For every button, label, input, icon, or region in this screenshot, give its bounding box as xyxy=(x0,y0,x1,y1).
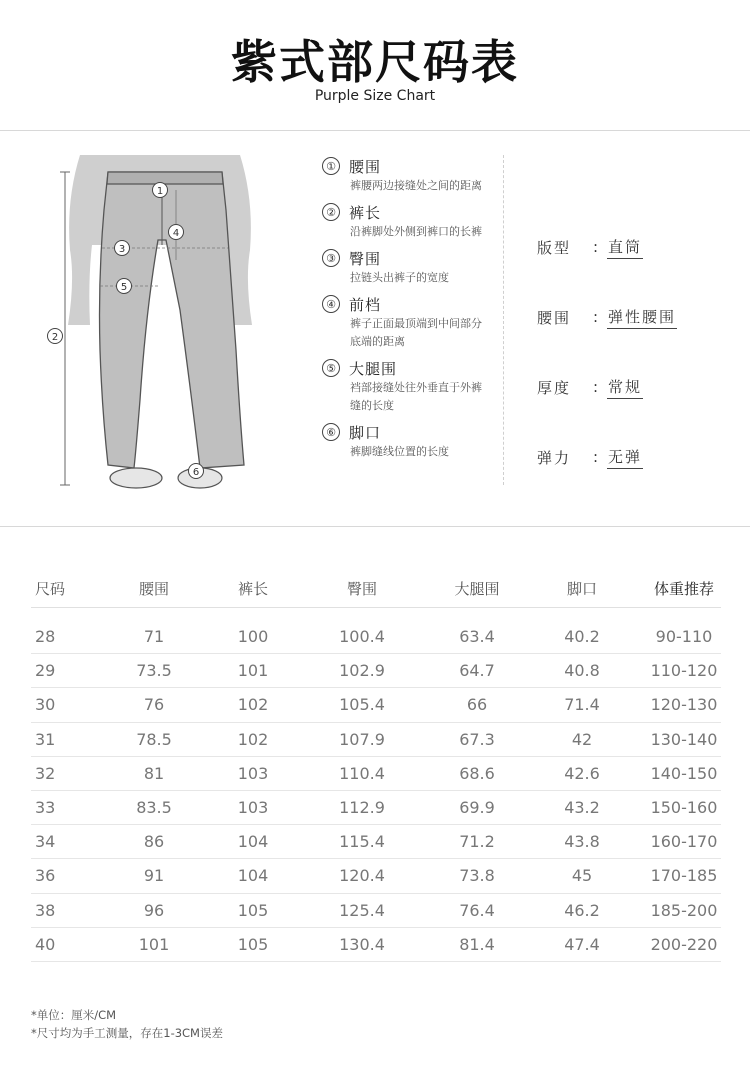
marker-3 xyxy=(115,241,130,256)
size-table xyxy=(31,570,721,962)
marker-number: ⑥ xyxy=(322,423,340,441)
table-cell: 90-110 xyxy=(655,627,713,647)
legend-desc: 裤子正面最顶端到中间部分底端的距离 xyxy=(350,317,482,348)
header-cell: 尺码 xyxy=(35,580,66,598)
table-cell: 69.9 xyxy=(459,798,495,818)
table-cell: 71.4 xyxy=(564,695,600,715)
table-cell: 101 xyxy=(138,934,170,954)
legend-desc: 裆部接缝处往外垂直于外裤缝的长度 xyxy=(350,381,482,412)
table-cell: 42.6 xyxy=(564,763,600,783)
svg-text:1: 1 xyxy=(156,186,164,197)
table-cell: 46.2 xyxy=(564,900,600,920)
legend-item-hip xyxy=(322,247,502,287)
table-cell: 104 xyxy=(237,832,269,852)
marker-5 xyxy=(117,279,132,294)
table-cell: 71.2 xyxy=(459,832,495,852)
legend-label: 裤长 xyxy=(349,203,382,222)
marker-number: ④ xyxy=(322,295,340,313)
table-cell: 115.4 xyxy=(339,832,385,852)
table-cell: 76.4 xyxy=(459,900,495,920)
table-cell: 36 xyxy=(35,866,56,886)
table-cell: 103 xyxy=(237,798,269,818)
attr-fit xyxy=(537,212,727,282)
table-cell: 31 xyxy=(35,729,56,749)
measurement-legend xyxy=(322,155,502,467)
table-cell: 63.4 xyxy=(459,627,495,647)
attr-stretch xyxy=(537,422,727,492)
table-cell: 120.4 xyxy=(339,866,385,886)
attr-name: 厚度 xyxy=(537,378,572,397)
legend-item-waist xyxy=(322,155,502,195)
svg-text:4: 4 xyxy=(172,228,180,239)
legend-item-length xyxy=(322,201,502,241)
table-cell: 30 xyxy=(35,695,56,715)
svg-text:6: 6 xyxy=(192,467,200,478)
table-cell: 112.9 xyxy=(339,798,385,818)
table-cell: 96 xyxy=(143,900,165,920)
page-subtitle: Purple Size Chart xyxy=(314,88,436,104)
table-cell: 64.7 xyxy=(459,661,495,681)
legend-item-front-rise xyxy=(322,293,502,351)
attr-colon: : xyxy=(593,308,599,326)
table-cell: 130.4 xyxy=(339,934,385,954)
legend-item-thigh xyxy=(322,357,502,415)
header-cell: 臀围 xyxy=(346,580,377,598)
header-cell: 体重推荐 xyxy=(653,580,714,598)
attr-colon: : xyxy=(593,238,599,256)
marker-4 xyxy=(169,225,184,240)
table-row xyxy=(31,654,721,688)
table-cell: 102.9 xyxy=(339,661,385,681)
product-attributes xyxy=(537,212,727,492)
table-cell: 32 xyxy=(35,763,56,783)
table-body xyxy=(31,620,721,962)
attr-colon: : xyxy=(593,448,599,466)
legend-desc: 裤腰两边接缝处之间的距离 xyxy=(350,179,482,192)
svg-text:2: 2 xyxy=(51,332,59,343)
table-cell: 45 xyxy=(571,866,593,886)
attr-colon: : xyxy=(593,378,599,396)
table-cell: 125.4 xyxy=(339,900,385,920)
legend-label: 臀围 xyxy=(349,249,382,268)
header-cell: 腰围 xyxy=(138,580,169,598)
footnote-unit: *单位：厘米/CM xyxy=(31,1008,117,1022)
table-cell: 105 xyxy=(237,900,269,920)
table-cell: 110.4 xyxy=(339,763,385,783)
table-cell: 78.5 xyxy=(136,729,172,749)
attr-name: 版型 xyxy=(537,238,572,257)
table-cell: 83.5 xyxy=(136,798,172,818)
table-cell: 102 xyxy=(237,695,269,715)
left-shoe xyxy=(110,468,162,488)
table-cell: 160-170 xyxy=(650,832,718,852)
pants-shape xyxy=(100,172,245,468)
marker-number: ① xyxy=(322,157,340,175)
table-cell: 68.6 xyxy=(459,763,495,783)
svg-text:3: 3 xyxy=(118,244,126,255)
table-cell: 100 xyxy=(237,627,269,647)
table-cell: 110-120 xyxy=(650,661,718,681)
table-row xyxy=(31,620,721,654)
table-cell: 105 xyxy=(237,934,269,954)
table-cell: 42 xyxy=(571,729,593,749)
table-cell: 43.2 xyxy=(564,798,600,818)
legend-desc: 沿裤脚处外侧到裤口的长裤 xyxy=(350,225,482,238)
table-cell: 150-160 xyxy=(650,798,718,818)
divider-middle xyxy=(0,526,750,527)
table-cell: 40 xyxy=(35,934,56,954)
table-cell: 185-200 xyxy=(650,900,718,920)
attr-value: 直筒 xyxy=(607,236,643,259)
table-row xyxy=(31,894,721,928)
table-header xyxy=(31,570,721,608)
table-row xyxy=(31,688,721,722)
table-cell: 101 xyxy=(237,661,269,681)
marker-2 xyxy=(48,329,63,344)
table-cell: 104 xyxy=(237,866,269,886)
table-row xyxy=(31,928,721,962)
table-cell: 81.4 xyxy=(459,934,495,954)
marker-number: ② xyxy=(322,203,340,221)
marker-number: ⑤ xyxy=(322,359,340,377)
attr-waist xyxy=(537,282,727,352)
table-cell: 170-185 xyxy=(650,866,718,886)
table-cell: 73.8 xyxy=(459,866,495,886)
table-cell: 33 xyxy=(35,798,56,818)
attr-value: 弹性腰围 xyxy=(607,306,677,329)
legend-label: 前档 xyxy=(349,295,382,314)
table-cell: 43.8 xyxy=(564,832,600,852)
attr-value: 常规 xyxy=(607,376,643,399)
table-cell: 105.4 xyxy=(339,695,385,715)
pants-illustration xyxy=(40,150,280,500)
table-cell: 100.4 xyxy=(339,627,385,647)
attr-value: 无弹 xyxy=(607,446,643,469)
table-cell: 140-150 xyxy=(650,763,718,783)
table-cell: 120-130 xyxy=(650,695,718,715)
table-cell: 71 xyxy=(143,627,165,647)
table-cell: 28 xyxy=(35,627,56,647)
table-row xyxy=(31,859,721,893)
divider-top xyxy=(0,130,750,131)
table-cell: 38 xyxy=(35,900,56,920)
legend-desc: 裤脚缝线位置的长度 xyxy=(350,445,449,458)
header-cell: 脚口 xyxy=(566,580,597,598)
attr-name: 弹力 xyxy=(537,448,572,467)
table-cell: 102 xyxy=(237,729,269,749)
table-cell: 47.4 xyxy=(564,934,600,954)
table-cell: 29 xyxy=(35,661,56,681)
legend-label: 腰围 xyxy=(349,157,382,176)
divider-vertical xyxy=(503,155,504,485)
table-cell: 66 xyxy=(466,695,488,715)
header-cell: 裤长 xyxy=(237,580,268,598)
table-cell: 73.5 xyxy=(136,661,172,681)
header-cell: 大腿围 xyxy=(454,580,500,598)
marker-1 xyxy=(153,183,168,198)
marker-number: ③ xyxy=(322,249,340,267)
table-cell: 107.9 xyxy=(339,729,385,749)
table-row xyxy=(31,723,721,757)
table-cell: 200-220 xyxy=(650,934,718,954)
table-cell: 91 xyxy=(143,866,165,886)
table-row xyxy=(31,757,721,791)
table-cell: 81 xyxy=(143,763,165,783)
footnote-error: *尺寸均为手工测量，存在1-3CM误差 xyxy=(31,1026,223,1040)
table-row xyxy=(31,791,721,825)
attr-name: 腰围 xyxy=(537,308,572,327)
page-title: 紫式部尺码表 xyxy=(231,35,519,89)
table-cell: 67.3 xyxy=(459,729,495,749)
table-cell: 103 xyxy=(237,763,269,783)
table-cell: 86 xyxy=(143,832,165,852)
table-cell: 40.8 xyxy=(564,661,600,681)
table-cell: 40.2 xyxy=(564,627,600,647)
legend-label: 脚口 xyxy=(349,423,382,442)
table-row xyxy=(31,825,721,859)
attr-thickness xyxy=(537,352,727,422)
table-cell: 34 xyxy=(35,832,56,852)
footnotes xyxy=(31,1006,223,1042)
marker-6 xyxy=(189,464,204,479)
table-cell: 130-140 xyxy=(650,729,718,749)
legend-item-leg-opening xyxy=(322,421,502,461)
svg-text:5: 5 xyxy=(120,282,128,293)
table-cell: 76 xyxy=(143,695,165,715)
legend-desc: 拉链头出裤子的宽度 xyxy=(350,271,449,284)
legend-label: 大腿围 xyxy=(349,359,398,378)
